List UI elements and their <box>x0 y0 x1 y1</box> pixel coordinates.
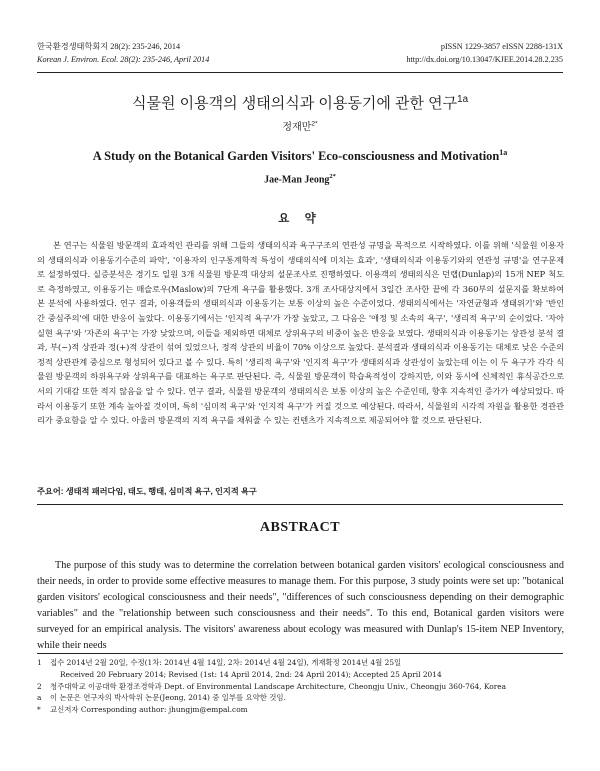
footnote-text: 교신저자 Corresponding author: jhungjm@empal.com <box>50 705 248 715</box>
footnote-divider <box>37 653 563 654</box>
footnote-mark <box>37 669 50 681</box>
english-abstract-heading: ABSTRACT <box>259 520 341 535</box>
title-english: A Study on the Botanical Garden Visitors' Eco-consciousness and Motivation$^{1a}$ <box>92 148 508 164</box>
journal-identifiers <box>406 40 563 66</box>
footnote-text: 청주대학교 이공대학 환경조경학과 Dept. of Environmental Landscape Architecture, Cheongju Univ., Cheongju 360-764, Korea <box>50 681 507 691</box>
footnote-text: 접수 2014년 2월 20일, 수정(1차: 2014년 4월 14일, 2차: 2014년 4월 24일), 게재확정 2014년 4월 25일 <box>50 658 402 667</box>
footnote-text: 이 논문은 연구자의 박사학위 논문(Jeong, 2014) 중 일부를 요약한 것임. <box>50 693 286 703</box>
footnote-mark: * <box>37 705 41 715</box>
author-english: Jae-Man Jeong$^{2*}$ <box>264 173 336 186</box>
doi-link[interactable]: http://dx.doi.org/10.13047/KJEE.2014.28.2.235 <box>406 55 563 64</box>
author-korean: 정재만$^{2*}$ <box>282 120 318 133</box>
english-abstract-body: The purpose of this study was to determine the correlation between botanical garden visitors' ecological consciousness and their needs, in order to provide some effective measures to manage them. For this purpose, 3 study points were set up: "botanical garden visitors' ecological consciousness and their needs", "differences of such consciousness depending on their demographic variables" and the "relationship between such consciousness and their needs". To this end, Botanical garden visitors were surveyed for an empirical analysis. The visitors' awareness about ecology was measured with Dunlap's 15-item NEP Inventory, while their needs <box>37 560 564 651</box>
footnote <box>37 669 564 681</box>
title-korean: 식물원 이용객의 생태의식과 이용동기에 관한 연구$^{1a}$ <box>132 94 468 112</box>
footnote-mark: 2 <box>37 681 42 691</box>
journal-citation <box>37 40 209 66</box>
journal-en: Korean J. Environ. Ecol. 28(2): 235-246, April 2014 <box>37 55 210 64</box>
journal-ko: 한국환경생태학회지 28(2): 235-246, 2014 <box>37 42 181 51</box>
footnote <box>37 681 564 693</box>
footnote-mark: a <box>37 693 42 703</box>
keywords-divider <box>37 504 563 505</box>
footnote-text: Received 20 February 2014; Revised (1st: 14 April 2014, 2nd: 24 April 2014); Accepted 25 April 2014 <box>60 669 442 679</box>
header-divider <box>37 72 563 73</box>
footnotes <box>37 657 564 716</box>
footnote <box>37 657 564 669</box>
footnote-mark: 1 <box>37 658 42 667</box>
footnote <box>37 692 564 704</box>
korean-abstract-body: 본 연구는 식물원 방문객의 효과적인 관리를 위해 그들의 생태의식과 욕구구조의 연관성 규명을 목적으로 시작하였다. 이를 위해 '식물원 이용자의 생태의식과 이용동기수준의 파악', '이용자의 인구통계학적 특성이 생태의식에 미치는 효과', '생태의식과 이용동기와의 연관성 규명'을 연구문제로 설정하였다. 실증분석은 경기도 일원 3개 식물원 방문객 대상의 설문조사로 진행하였다. 이용객의 생태의식은 던랩(Dunlap)의 15개 NEP 척도로 측정하였고, 이용동기는 매슬로우(Maslow)의 7단계 욕구를 활용했다. 3개 조사대상지에서 3일간 조사한 끝에 각 360부의 설문지를 확보하여 본 분석에 사용하였다. 연구 결과, 이용객들의 생태의식과 이용동기는 보통 이상의 높은 수준이었다. 생태의식에서는 '자연균형과 생태위기'와 '반인간 중심주의'에 대한 반응이 높았다. 이용동기에서는 '인지적 욕구'가 가장 높았고, 그 다음은 '애정 및 소속의 욕구', '생리적 욕구'의 순이었다. '자아실현 욕구'와 '자존의 욕구'는 가장 낮았으며, 이들을 제외하면 대체로 상위욕구의 비중이 높은 반응을 보였다. 생태의식과 이용동기는 상관성 분석 결과, 부(−)적 상관과 정(+)적 상관이 섞여 있었으나, 정적 상관의 비율이 70% 이상으로 높았다. 분석결과 생태의식과 이용동기는 대체로 낮은 수준의 정적 상관관계 중심으로 형성되어 있다고 볼 수 있다. 특히 '생리적 욕구'와 '인지적 욕구'가 생태의식과 상관성이 높았는데 이는 이 두 욕구가 각각 식물원 방문객의 하위욕구와 상위욕구를 대표하는 욕구로 판단된다. 즉, 식물원 방문객이 학습욕적성이 강하지만, 이와 동시에 신체적인 휴식공간으로서의 기대감 또한 적지 않음을 알 수 있다. 연구 결과, 식물원 방문객의 생태의식은 보통 이상의 높은 수준인데, 향후 지속적인 증가가 예상되었다. 따라서 이용동기 또한 계속 높아질 것이며, 특히 '심미적 욕구'와 '인지적 욕구'가 커질 것으로 예상된다. 따라서, 식물원의 시각적 자원을 활용한 경관관리가 중요함을 알 수 있다. 아울러 방문객의 지적 욕구를 채워줄 수 있는 컨텐츠가 지속적으로 제공되어야 할 것으로 판단된다. <box>37 240 564 426</box>
korean-abstract-heading: 요 약 <box>278 213 322 225</box>
footnote <box>37 704 564 716</box>
issn: pISSN 1229-3857 eISSN 2288-131X <box>440 42 563 51</box>
keywords: 주요어: 생태적 패러다임, 태도, 행태, 심미적 욕구, 인지적 욕구 <box>37 487 257 496</box>
